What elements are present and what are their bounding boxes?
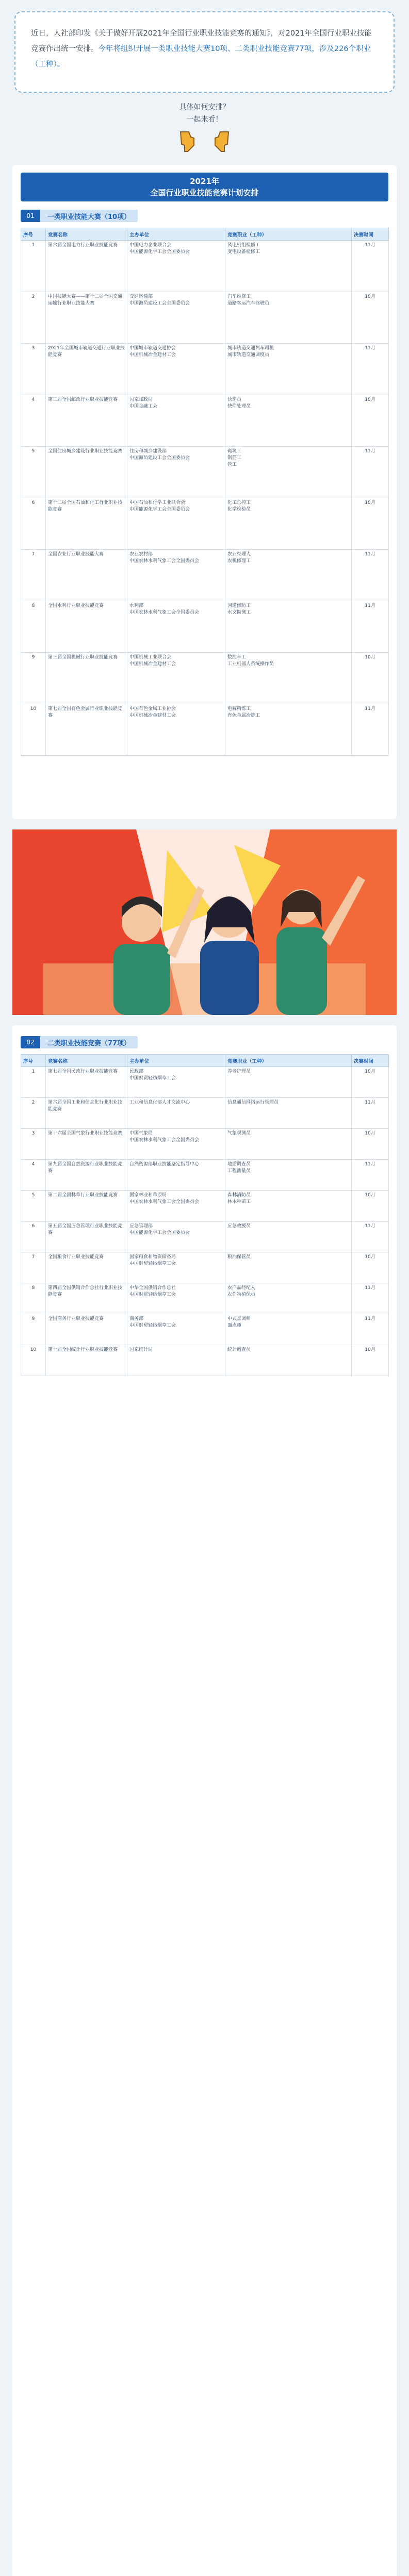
table-row <box>21 395 389 447</box>
cell-index: 1 <box>21 1067 46 1098</box>
cell-occupation: 风电机组检修工 变电设备检修工 <box>225 241 352 292</box>
cell-organizer: 中国电力企业联合会 中国能源化学工会全国委员会 <box>127 241 225 292</box>
cell-competition-name: 第十届全国统计行业职业技能竞赛 <box>46 1345 127 1376</box>
table-row <box>21 498 389 550</box>
cell-index: 10 <box>21 1345 46 1376</box>
cell-index: 7 <box>21 1252 46 1283</box>
cell-occupation: 河道修防工 水文勘测工 <box>225 601 352 653</box>
cell-competition-name: 中国技能大赛——第十二届全国交通运输行业职业技能大赛 <box>46 292 127 344</box>
cell-organizer: 农业农村部 中国农林水利气象工会全国委员会 <box>127 550 225 601</box>
section-2-table <box>21 1054 389 1376</box>
table-row <box>21 1067 389 1098</box>
table-row <box>21 1314 389 1345</box>
cell-organizer: 中国有色金属工业协会 中国机械冶金建材工会 <box>127 704 225 756</box>
cell-occupation: 砌筑工 钢筋工 管工 <box>225 447 352 498</box>
cell-organizer: 水利部 中国农林水利气象工会全国委员会 <box>127 601 225 653</box>
cell-final-time: 11月 <box>352 1160 389 1191</box>
cell-competition-name: 第十六届全国气象行业职业技能竞赛 <box>46 1129 127 1160</box>
cell-occupation: 地质调查员 工程测量员 <box>225 1160 352 1191</box>
cell-organizer: 中国机械工业联合会 中国机械冶金建材工会 <box>127 653 225 704</box>
section-1-number: 01 <box>21 210 40 222</box>
table-row <box>21 550 389 601</box>
cell-occupation: 农产品经纪人 农作物植保员 <box>225 1283 352 1314</box>
table-row <box>21 1160 389 1191</box>
cell-competition-name: 第五届全国应急管理行业职业技能竞赛 <box>46 1222 127 1252</box>
cell-competition-name: 第三届全国机械行业职业技能竞赛 <box>46 653 127 704</box>
cell-competition-name: 第二届全国林草行业职业技能竞赛 <box>46 1191 127 1222</box>
cell-index: 8 <box>21 601 46 653</box>
cell-index: 1 <box>21 241 46 292</box>
header-final-time: 决赛时间 <box>352 1055 389 1067</box>
cell-final-time: 10月 <box>352 653 389 704</box>
header-occupation: 竞赛职业（工种） <box>225 228 352 241</box>
table-row <box>21 1129 389 1160</box>
cell-final-time: 10月 <box>352 395 389 447</box>
header-organizer: 主办单位 <box>127 228 225 241</box>
cell-index: 9 <box>21 1314 46 1345</box>
cell-final-time: 11月 <box>352 1222 389 1252</box>
cell-final-time: 10月 <box>352 1345 389 1376</box>
header-occupation: 竞赛职业（工种） <box>225 1055 352 1067</box>
intro-box <box>14 11 395 93</box>
cell-index: 2 <box>21 292 46 344</box>
prompt-line-1: 具体如何安排？ <box>179 103 230 111</box>
cell-competition-name: 第六届全国工业和信息化行业职业技能竞赛 <box>46 1098 127 1129</box>
cell-organizer: 中华全国供销合作总社 中国财贸轻纺烟草工会 <box>127 1283 225 1314</box>
cell-competition-name: 第七届全国民政行业职业技能竞赛 <box>46 1067 127 1098</box>
table-row <box>21 292 389 344</box>
table-row <box>21 1222 389 1252</box>
main-title <box>21 173 388 201</box>
cell-occupation: 快递员 快件处理员 <box>225 395 352 447</box>
cell-organizer: 中国石油和化学工业联合会 中国能源化学工会全国委员会 <box>127 498 225 550</box>
cell-occupation: 城市轨道交通列车司机 城市轨道交通调度员 <box>225 344 352 395</box>
cell-index: 3 <box>21 344 46 395</box>
header-name: 竞赛名称 <box>46 1055 127 1067</box>
cell-competition-name: 全国农业行业职业技能大赛 <box>46 550 127 601</box>
cell-competition-name: 第九届全国自然资源行业职业技能竞赛 <box>46 1160 127 1191</box>
section-2-number: 02 <box>21 1036 40 1048</box>
table-row <box>21 653 389 704</box>
table-row <box>21 1283 389 1314</box>
cell-occupation: 统计调查员 <box>225 1345 352 1376</box>
table-row <box>21 704 389 756</box>
cell-index: 9 <box>21 653 46 704</box>
cell-competition-name: 第七届全国有色金属行业职业技能竞赛 <box>46 704 127 756</box>
cell-organizer: 自然资源部职业技能鉴定指导中心 <box>127 1160 225 1191</box>
cell-final-time: 11月 <box>352 1283 389 1314</box>
cell-organizer: 中国气象局 中国农林水利气象工会全国委员会 <box>127 1129 225 1160</box>
cell-occupation: 应急救援员 <box>225 1222 352 1252</box>
cell-final-time: 11月 <box>352 1314 389 1345</box>
cell-index: 5 <box>21 447 46 498</box>
cell-final-time: 10月 <box>352 292 389 344</box>
pointing-hands <box>175 130 234 156</box>
section-1-label: 一类职业技能大赛（10项） <box>40 210 138 222</box>
cell-competition-name: 第十二届全国石油和化工行业职业技能竞赛 <box>46 498 127 550</box>
cell-occupation: 粮油保管员 <box>225 1252 352 1283</box>
table-header-row <box>21 1055 389 1067</box>
intro-text-2: 今年将组织开展一类职业技能大赛10项、二类职业技能竞赛77项，涉及226个职业（工种）。 <box>31 45 371 69</box>
cell-final-time: 10月 <box>352 1252 389 1283</box>
cell-final-time: 11月 <box>352 447 389 498</box>
cell-organizer: 交通运输部 中国海员建设工会全国委员会 <box>127 292 225 344</box>
cell-final-time: 10月 <box>352 1191 389 1222</box>
pointing-down-hand-icon <box>175 130 198 152</box>
intro-text-1: 近日，人社部印发《关于做好开展2021年全国行业职业技能竞赛的通知》，对2021年全国行业职业技能竞赛作出统一安排。 <box>31 29 372 53</box>
cell-final-time: 10月 <box>352 1129 389 1160</box>
cell-competition-name: 第三届全国邮政行业职业技能竞赛 <box>46 395 127 447</box>
cell-organizer: 国家林业和草原局 中国农林水利气象工会全国委员会 <box>127 1191 225 1222</box>
pointing-down-hand-icon <box>211 130 234 152</box>
cell-index: 4 <box>21 1160 46 1191</box>
cell-index: 5 <box>21 1191 46 1222</box>
cell-occupation: 森林消防员 林木种苗工 <box>225 1191 352 1222</box>
header-organizer: 主办单位 <box>127 1055 225 1067</box>
cell-final-time: 11月 <box>352 344 389 395</box>
cell-organizer: 国家邮政局 中国金融工会 <box>127 395 225 447</box>
cell-index: 6 <box>21 1222 46 1252</box>
cell-organizer: 民政部 中国财贸轻纺烟草工会 <box>127 1067 225 1098</box>
cell-final-time: 11月 <box>352 1098 389 1129</box>
cell-occupation: 气象观测员 <box>225 1129 352 1160</box>
cell-organizer: 住房和城乡建设部 中国海员建设工会全国委员会 <box>127 447 225 498</box>
cell-index: 4 <box>21 395 46 447</box>
table-header-row <box>21 228 389 241</box>
cell-occupation: 农业经理人 农机修理工 <box>225 550 352 601</box>
cell-organizer: 工业和信息化部人才交流中心 <box>127 1098 225 1129</box>
cell-competition-name: 第四届全国供销合作总社行业职业技能竞赛 <box>46 1283 127 1314</box>
cell-organizer: 应急管理部 中国能源化学工会全国委员会 <box>127 1222 225 1252</box>
cell-competition-name: 全国粮食行业职业技能竞赛 <box>46 1252 127 1283</box>
section-1-table <box>21 228 389 756</box>
prompt <box>0 101 409 126</box>
table-row <box>21 344 389 395</box>
cell-occupation: 养老护理员 <box>225 1067 352 1098</box>
cell-occupation: 汽车维修工 道路客运汽车驾驶员 <box>225 292 352 344</box>
table-row <box>21 241 389 292</box>
header-index: 序号 <box>21 1055 46 1067</box>
cell-index: 3 <box>21 1129 46 1160</box>
cell-organizer: 国家统计局 <box>127 1345 225 1376</box>
cell-index: 7 <box>21 550 46 601</box>
cell-occupation: 电解精炼工 有色金属冶炼工 <box>225 704 352 756</box>
cell-competition-name: 全国水利行业职业技能竞赛 <box>46 601 127 653</box>
people-illustration <box>12 829 397 1015</box>
cell-competition-name: 全国住房城乡建设行业职业技能竞赛 <box>46 447 127 498</box>
prompt-line-2: 一起来看！ <box>186 115 223 124</box>
header-name: 竞赛名称 <box>46 228 127 241</box>
table-row <box>21 1345 389 1376</box>
illustration <box>12 829 397 1015</box>
cell-competition-name: 2021年全国城市轨道交通行业职业技能竞赛 <box>46 344 127 395</box>
main-title-year: 2021年 <box>190 177 219 186</box>
cell-competition-name: 第六届全国电力行业职业技能竞赛 <box>46 241 127 292</box>
cell-final-time: 10月 <box>352 1067 389 1098</box>
cell-final-time: 11月 <box>352 241 389 292</box>
cell-occupation: 数控车工 工业机器人系统操作员 <box>225 653 352 704</box>
table-row <box>21 1098 389 1129</box>
table-row <box>21 1252 389 1283</box>
header-index: 序号 <box>21 228 46 241</box>
table-row <box>21 447 389 498</box>
cell-index: 8 <box>21 1283 46 1314</box>
cell-organizer: 中国城市轨道交通协会 中国机械冶金建材工会 <box>127 344 225 395</box>
table-row <box>21 601 389 653</box>
cell-organizer: 商务部 中国财贸轻纺烟草工会 <box>127 1314 225 1345</box>
cell-occupation: 信息通信网络运行管理员 <box>225 1098 352 1129</box>
section-1-header <box>21 207 138 225</box>
cell-index: 6 <box>21 498 46 550</box>
main-title-text: 全国行业职业技能竞赛计划安排 <box>150 188 259 197</box>
cell-competition-name: 全国商务行业职业技能竞赛 <box>46 1314 127 1345</box>
cell-occupation: 化工总控工 化学检验员 <box>225 498 352 550</box>
cell-final-time: 10月 <box>352 498 389 550</box>
section-2-header <box>21 1033 138 1051</box>
cell-final-time: 11月 <box>352 704 389 756</box>
cell-occupation: 中式烹调师 面点师 <box>225 1314 352 1345</box>
header-final-time: 决赛时间 <box>352 228 389 241</box>
cell-final-time: 11月 <box>352 601 389 653</box>
cell-organizer: 国家粮食和物资储备局 中国财贸轻纺烟草工会 <box>127 1252 225 1283</box>
cell-index: 2 <box>21 1098 46 1129</box>
cell-final-time: 11月 <box>352 550 389 601</box>
cell-index: 10 <box>21 704 46 756</box>
table-row <box>21 1191 389 1222</box>
section-2-label: 二类职业技能竞赛（77项） <box>40 1036 138 1048</box>
